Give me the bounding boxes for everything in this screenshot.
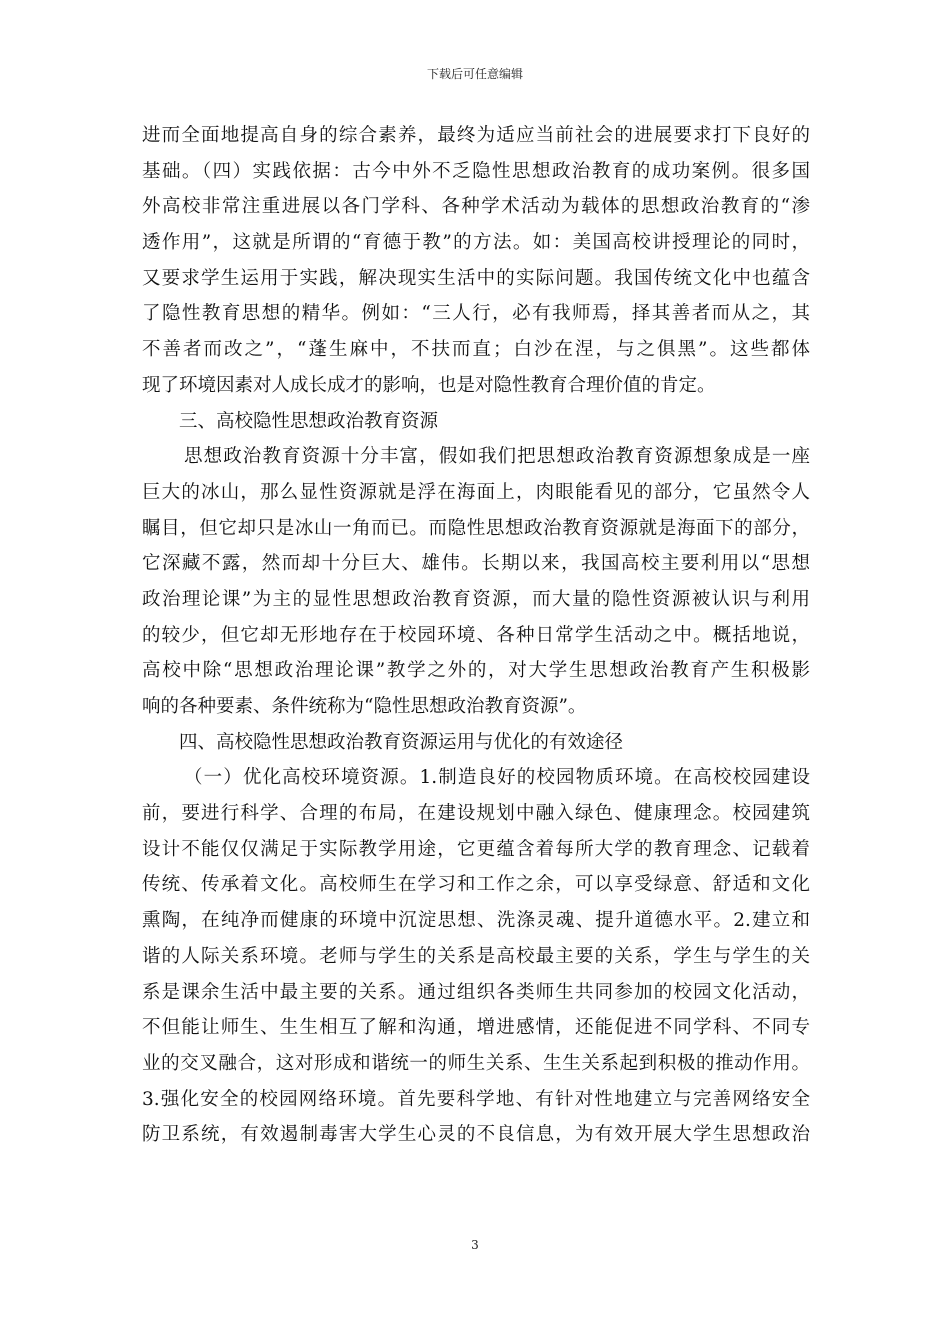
text-line: 熏陶，在纯净而健康的环境中沉淀思想、洗涤灵魂、提升道德水平。2.建立和 (142, 910, 810, 932)
text-line: 三、高校隐性思想政治教育资源 (179, 410, 439, 432)
text-line: 不善者而改之”，“蓬生麻中，不扶而直；白沙在涅，与之俱黑”。这些都体 (142, 339, 810, 361)
text-line: （一）优化高校环境资源。1.制造良好的校园物质环境。在高校校园建设 (184, 767, 810, 789)
text-line: 高校中除“思想政治理论课”教学之外的，对大学生思想政治教育产生积极影 (142, 660, 810, 682)
text-line: 政治理论课”为主的显性思想政治教育资源，而大量的隐性资源被认识与利用 (142, 588, 810, 610)
text-line: 进而全面地提高自身的综合素养，最终为适应当前社会的进展要求打下良好的 (142, 125, 810, 146)
page-header: 下载后可任意编辑 (426, 67, 523, 81)
text-line: 巨大的冰山，那么显性资源就是浮在海面上，肉眼能看见的部分，它虽然令人 (142, 481, 810, 503)
text-line: 瞩目，但它却只是冰山一角而已。而隐性思想政治教育资源就是海面下的部分， (142, 517, 810, 539)
text-line: 又要求学生运用于实践，解决现实生活中的实际问题。我国传统文化中也蕴含 (142, 267, 810, 289)
text-line: 的较少，但它却无形地存在于校园环境、各种日常学生活动之中。概括地说， (142, 624, 810, 646)
text-line: 它深藏不露，然而却十分巨大、雄伟。长期以来，我国高校主要利用以“思想 (142, 553, 810, 575)
text-line: 设计不能仅仅满足于实际教学用途，它更蕴含着每所大学的教育理念、记载着 (142, 838, 810, 860)
text-line: 现了环境因素对人成长成才的影响，也是对隐性教育合理价值的肯定。 (142, 374, 716, 396)
text-line: 传统、传承着文化。高校师生在学习和工作之余，可以享受绿意、舒适和文化 (142, 874, 810, 896)
text-line: 前，要进行科学、合理的布局，在建设规划中融入绿色、健康理念。校园建筑 (142, 803, 810, 825)
text-line: 思想政治教育资源十分丰富，假如我们把思想政治教育资源想象成是一座 (184, 446, 810, 468)
text-line: 外高校非常注重进展以各门学科、各种学术活动为载体的思想政治教育的“渗 (142, 196, 810, 218)
text-line: 谐的人际关系环境。老师与学生的关系是高校最主要的关系，学生与学生的关 (142, 945, 810, 967)
page-number: 3 (471, 1238, 479, 1252)
text-line: 基础。（四）实践依据：古今中外不乏隐性思想政治教育的成功案例。很多国 (142, 160, 810, 182)
text-line: 3.强化安全的校园网络环境。首先要科学地、有针对性地建立与完善网络安全 (142, 1088, 810, 1110)
text-line: 系是课余生活中最主要的关系。通过组织各类师生共同参加的校园文化活动， (142, 981, 810, 1003)
text-line: 防卫系统，有效遏制毒害大学生心灵的不良信息，为有效开展大学生思想政治 (142, 1124, 810, 1146)
text-line: 透作用”，这就是所谓的“育德于教”的方法。如：美国高校讲授理论的同时， (142, 232, 810, 254)
body-text (142, 118, 810, 1153)
text-line: 不但能让师生、生生相互了解和沟通，增进感情，还能促进不同学科、不同专 (142, 1017, 810, 1039)
text-line: 响的各种要素、条件统称为“隐性思想政治教育资源”。 (142, 696, 587, 717)
text-line: 业的交叉融合，这对形成和谐统一的师生关系、生生关系起到积极的推动作用。 (142, 1052, 810, 1074)
text-line: 了隐性教育思想的精华。例如：“三人行，必有我师焉，择其善者而从之，其 (142, 303, 810, 325)
text-line: 四、高校隐性思想政治教育资源运用与优化的有效途径 (179, 731, 624, 753)
